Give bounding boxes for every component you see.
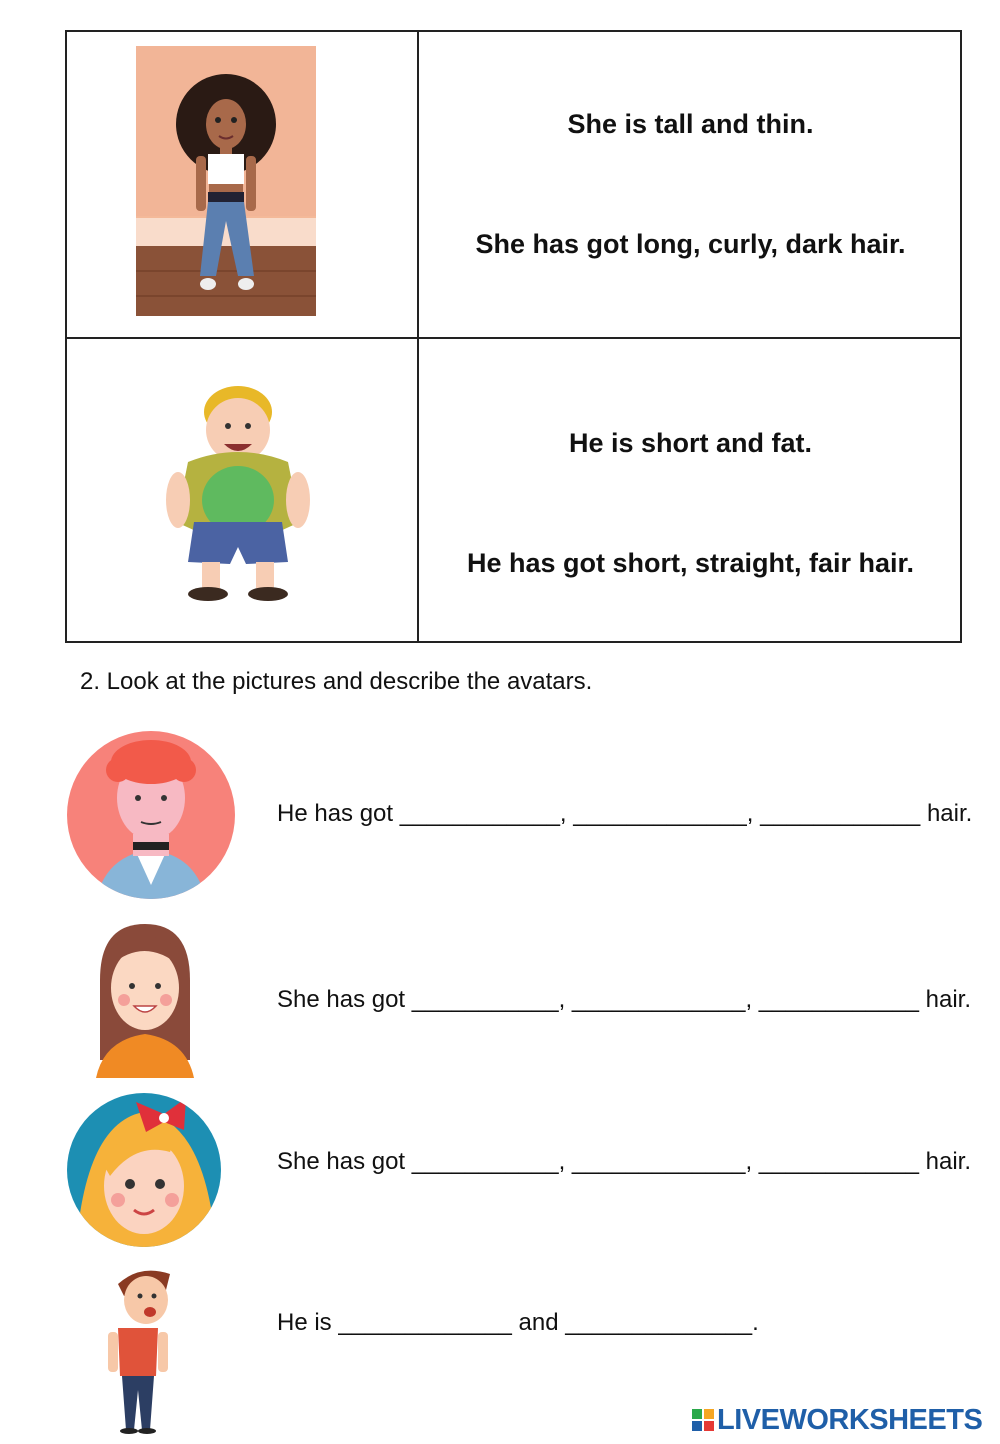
exercise-line-4[interactable]: He is _____________ and ______________. — [277, 1309, 759, 1336]
row1-line1: She is tall and thin. — [567, 109, 814, 139]
liveworksheets-logo-icon — [692, 1409, 714, 1431]
row2-line2: He has got short, straight, fair hair. — [466, 548, 915, 578]
short-boy-picture — [160, 382, 320, 607]
avatar-blonde-girl — [66, 1092, 222, 1248]
row2-line1: He is short and fat. — [568, 428, 813, 458]
instruction-text: 2. Look at the pictures and describe the avatars. — [80, 668, 593, 695]
brand-name: LIVEWORKSHEETS — [717, 1403, 983, 1436]
description-table — [65, 30, 962, 643]
avatar-red-hair-man — [66, 730, 236, 900]
exercise-line-1[interactable]: He has got ____________, _____________, ____________ hair. — [277, 800, 973, 827]
exercise-line-2[interactable]: She has got ___________, _____________, ____________ hair. — [277, 986, 971, 1013]
table-divider-horizontal — [67, 337, 960, 339]
tall-girl-picture — [136, 46, 316, 316]
liveworksheets-brand[interactable] — [692, 1403, 982, 1437]
avatar-long-hair-woman — [94, 920, 196, 1078]
avatar-standing-man — [104, 1266, 176, 1434]
row1-line2: She has got long, curly, dark hair. — [475, 229, 906, 259]
exercise-line-3[interactable]: She has got ___________, _____________, ____________ hair. — [277, 1148, 971, 1175]
